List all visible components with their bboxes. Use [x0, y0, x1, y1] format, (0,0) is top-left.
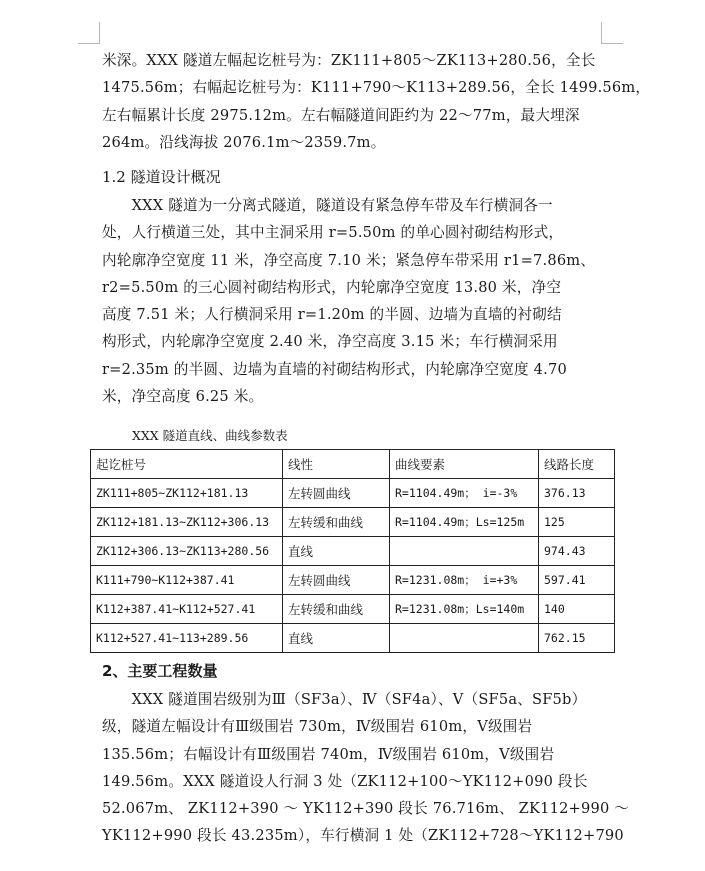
- table-cell: 左转圆曲线: [283, 479, 390, 508]
- text-line: 264m。沿线海拔 2076.1m～2359.7m。: [102, 133, 386, 151]
- table-cell: 125: [539, 508, 615, 537]
- text-line: XXX 隧道围岩级别为Ⅲ（SF3a）、Ⅳ（SF4a）、Ⅴ（SF5a、SF5b）: [102, 691, 587, 708]
- table-cell: 597.41: [539, 566, 615, 595]
- text-line: 149.56m。XXX 隧道设人行洞 3 处（ZK112+100～YK112+090 段长: [102, 772, 588, 790]
- text-line: 135.56m；右幅设计有Ⅲ级围岩 740m，Ⅳ级围岩 610m，Ⅴ级围岩: [102, 745, 555, 763]
- text-line: 处，人行横道三处，其中主洞采用 r=5.50m 的单心圆衬砌结构形式，: [102, 224, 564, 242]
- table-cell: [390, 624, 539, 653]
- table-row: [91, 624, 615, 653]
- table-cell: R=1231.08m；Ls=140m: [390, 595, 539, 624]
- intro-paragraph: [102, 47, 651, 156]
- text-line: 52.067m、 ZK112+390 ～ YK112+390 段长 76.716m、 ZK112+990 ～: [102, 800, 630, 818]
- crop-mark: [78, 43, 100, 44]
- text-line: r=2.35m 的半圆、边墙为直墙的衬砌结构形式，内轮廓净空宽度 4.70: [102, 360, 567, 378]
- table-cell: R=1104.49m；Ls=125m: [390, 508, 539, 537]
- table-row: [91, 508, 615, 537]
- column-header: 曲线要素: [390, 450, 539, 479]
- table-cell: ZK112+181.13~ZK112+306.13: [91, 508, 283, 537]
- crop-mark: [601, 43, 623, 44]
- table-cell: [390, 537, 539, 566]
- table-cell: 左转圆曲线: [283, 566, 390, 595]
- table-caption: XXX 隧道直线、曲线参数表: [132, 428, 288, 443]
- table-cell: 376.13: [539, 479, 615, 508]
- text-line: 左右幅累计长度 2975.12m。左右幅隧道间距约为 22～77m，最大埋深: [102, 106, 580, 124]
- column-header: 起讫桩号: [91, 450, 283, 479]
- text-line: 1475.56m；右幅起讫桩号为：K111+790～K113+289.56，全长 1499.56m，: [102, 79, 651, 97]
- crop-mark: [99, 22, 100, 44]
- text-line: 内轮廓净空宽度 11 米，净空高度 7.10 米；紧急停车带采用 r1=7.86m、: [102, 251, 596, 269]
- text-line: r2=5.50m 的三心圆衬砌结构形式，内轮廓净空宽度 13.80 米，净空: [102, 278, 562, 296]
- table-cell: 140: [539, 595, 615, 624]
- text-line: 米，净空高度 6.25 米。: [102, 388, 264, 406]
- text-line: 级，隧道左幅设计有Ⅲ级围岩 730m，Ⅳ级围岩 610m，Ⅴ级围岩: [102, 718, 533, 736]
- table-cell: 直线: [283, 624, 390, 653]
- table-row: [91, 537, 615, 566]
- table-cell: K111+790~K112+387.41: [91, 566, 283, 595]
- text-line: XXX 隧道为一分离式隧道，隧道设有紧急停车带及车行横洞各一: [102, 197, 553, 214]
- text-line: YK112+990 段长 43.235m），车行横洞 1 处（ZK112+728～YK112+790: [102, 827, 624, 845]
- table-row: [91, 595, 615, 624]
- quantities-paragraph: [102, 686, 630, 850]
- table-cell: 直线: [283, 537, 390, 566]
- overview-paragraph: [102, 192, 602, 410]
- text-line: 构形式，内轮廓净空宽度 2.40 米，净空高度 3.15 米；车行横洞采用: [102, 333, 558, 351]
- column-header: 线路长度: [539, 450, 615, 479]
- table-cell: R=1231.08m； i=+3%: [390, 566, 539, 595]
- table-cell: 762.15: [539, 624, 615, 653]
- table-header-row: [91, 450, 615, 479]
- table-cell: R=1104.49m； i=-3%: [390, 479, 539, 508]
- table-row: [91, 479, 615, 508]
- section-heading: 2、主要工程数量: [102, 662, 218, 680]
- parameter-table: [90, 449, 615, 653]
- table-cell: ZK111+805~ZK112+181.13: [91, 479, 283, 508]
- section-heading: 1.2 隧道设计概况: [102, 168, 221, 186]
- text-line: 米深。XXX 隧道左幅起讫桩号为：ZK111+805～ZK113+280.56，全长: [102, 52, 596, 69]
- table-cell: 左转缓和曲线: [283, 508, 390, 537]
- table-cell: 左转缓和曲线: [283, 595, 390, 624]
- table-cell: ZK112+306.13~ZK113+280.56: [91, 537, 283, 566]
- table-cell: 974.43: [539, 537, 615, 566]
- table-row: [91, 566, 615, 595]
- table-cell: K112+387.41~K112+527.41: [91, 595, 283, 624]
- crop-mark: [601, 22, 602, 44]
- text-line: 高度 7.51 米；人行横洞采用 r=1.20m 的半圆、边墙为直墙的衬砌结: [102, 306, 562, 324]
- column-header: 线性: [283, 450, 390, 479]
- table-cell: K112+527.41~113+289.56: [91, 624, 283, 653]
